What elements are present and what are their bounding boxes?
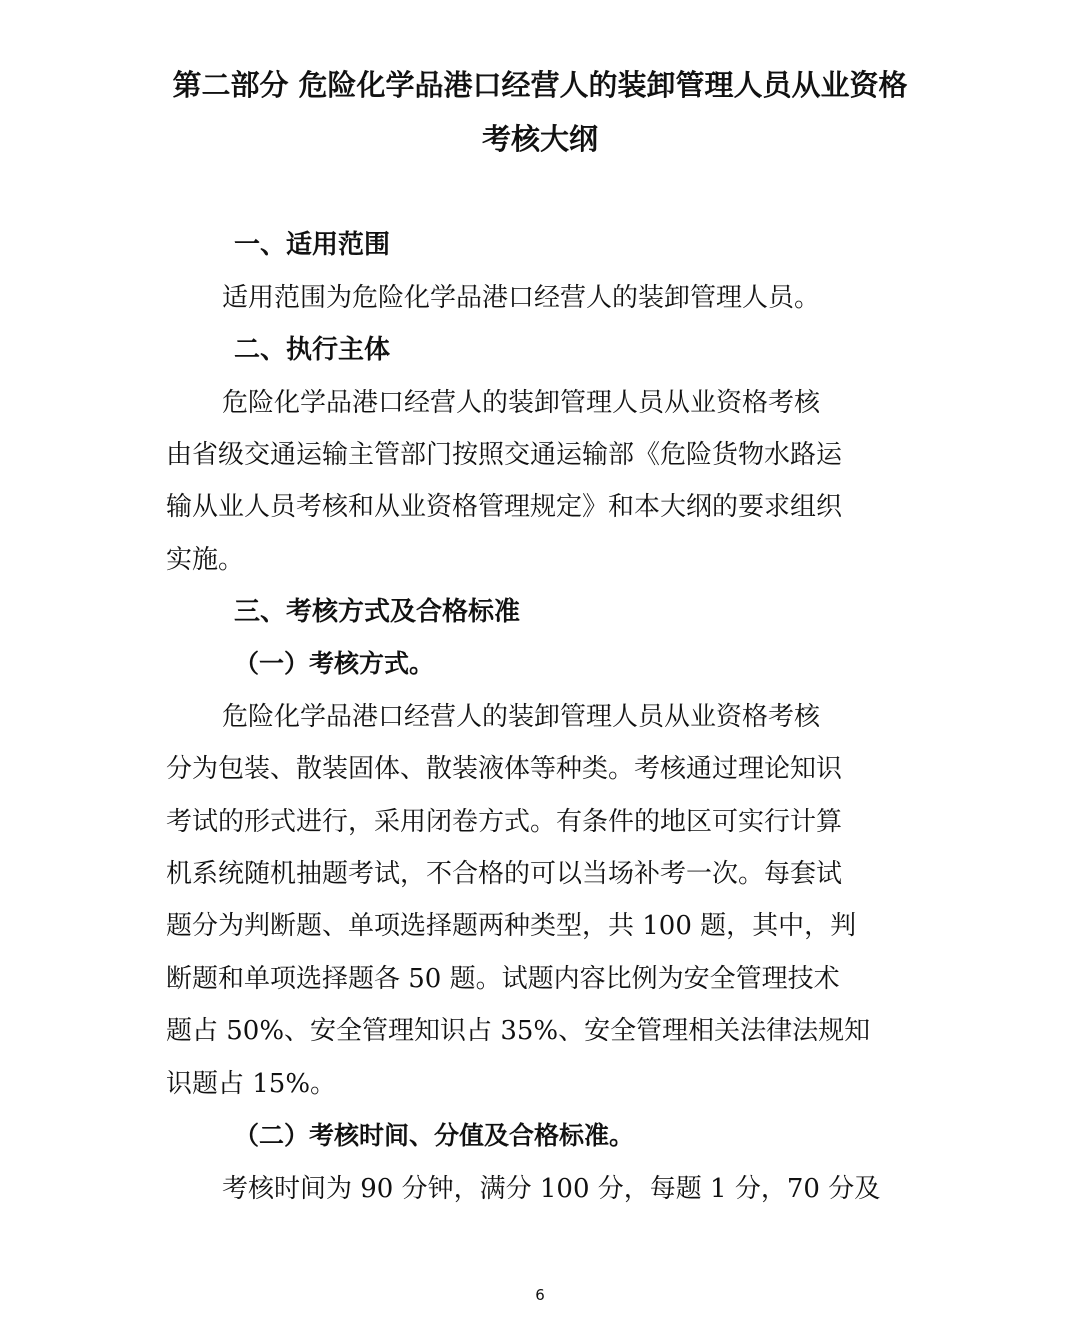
paragraph-line: 题占 50%、安全管理知识占 35%、安全管理相关法律法规知 — [166, 1016, 871, 1046]
paragraph-line: 实施。 — [166, 545, 245, 575]
paragraph-line: 断题和单项选择题各 50 题。试题内容比例为安全管理技术 — [166, 964, 840, 994]
document-title-line-1: 第二部分 危险化学品港口经营人的装卸管理人员从业资格 — [172, 68, 908, 102]
paragraph-line: 考试的形式进行，采用闭卷方式。有条件的地区可实行计算 — [166, 807, 843, 837]
paragraph-line: 识题占 15%。 — [166, 1069, 337, 1099]
paragraph-line: 机系统随机抽题考试，不合格的可以当场补考一次。每套试 — [166, 859, 843, 889]
paragraph-line: 危险化学品港口经营人的装卸管理人员从业资格考核 — [222, 702, 821, 732]
paragraph-line: 输从业人员考核和从业资格管理规定》和本大纲的要求组织 — [166, 492, 843, 522]
paragraph-line: 题分为判断题、单项选择题两种类型，共 100 题，其中，判 — [166, 911, 857, 941]
page-number: 6 — [535, 1286, 545, 1304]
paragraph-line: 考核时间为 90 分钟，满分 100 分，每题 1 分，70 分及 — [222, 1174, 881, 1204]
section-heading-executor: 二、执行主体 — [234, 335, 391, 365]
paragraph-line: 由省级交通运输主管部门按照交通运输部《危险货物水路运 — [166, 440, 843, 470]
section-heading-assessment: 三、考核方式及合格标准 — [234, 597, 521, 627]
document-title-line-2: 考核大纲 — [481, 122, 598, 156]
subsection-heading-time-score: （二）考核时间、分值及合格标准。 — [234, 1121, 635, 1150]
paragraph-line: 适用范围为危险化学品港口经营人的装卸管理人员。 — [222, 283, 821, 313]
subsection-heading-method: （一）考核方式。 — [234, 649, 435, 678]
paragraph-line: 危险化学品港口经营人的装卸管理人员从业资格考核 — [222, 388, 821, 418]
paragraph-line: 分为包装、散装固体、散装液体等种类。考核通过理论知识 — [166, 754, 843, 784]
section-heading-scope: 一、适用范围 — [234, 230, 391, 260]
